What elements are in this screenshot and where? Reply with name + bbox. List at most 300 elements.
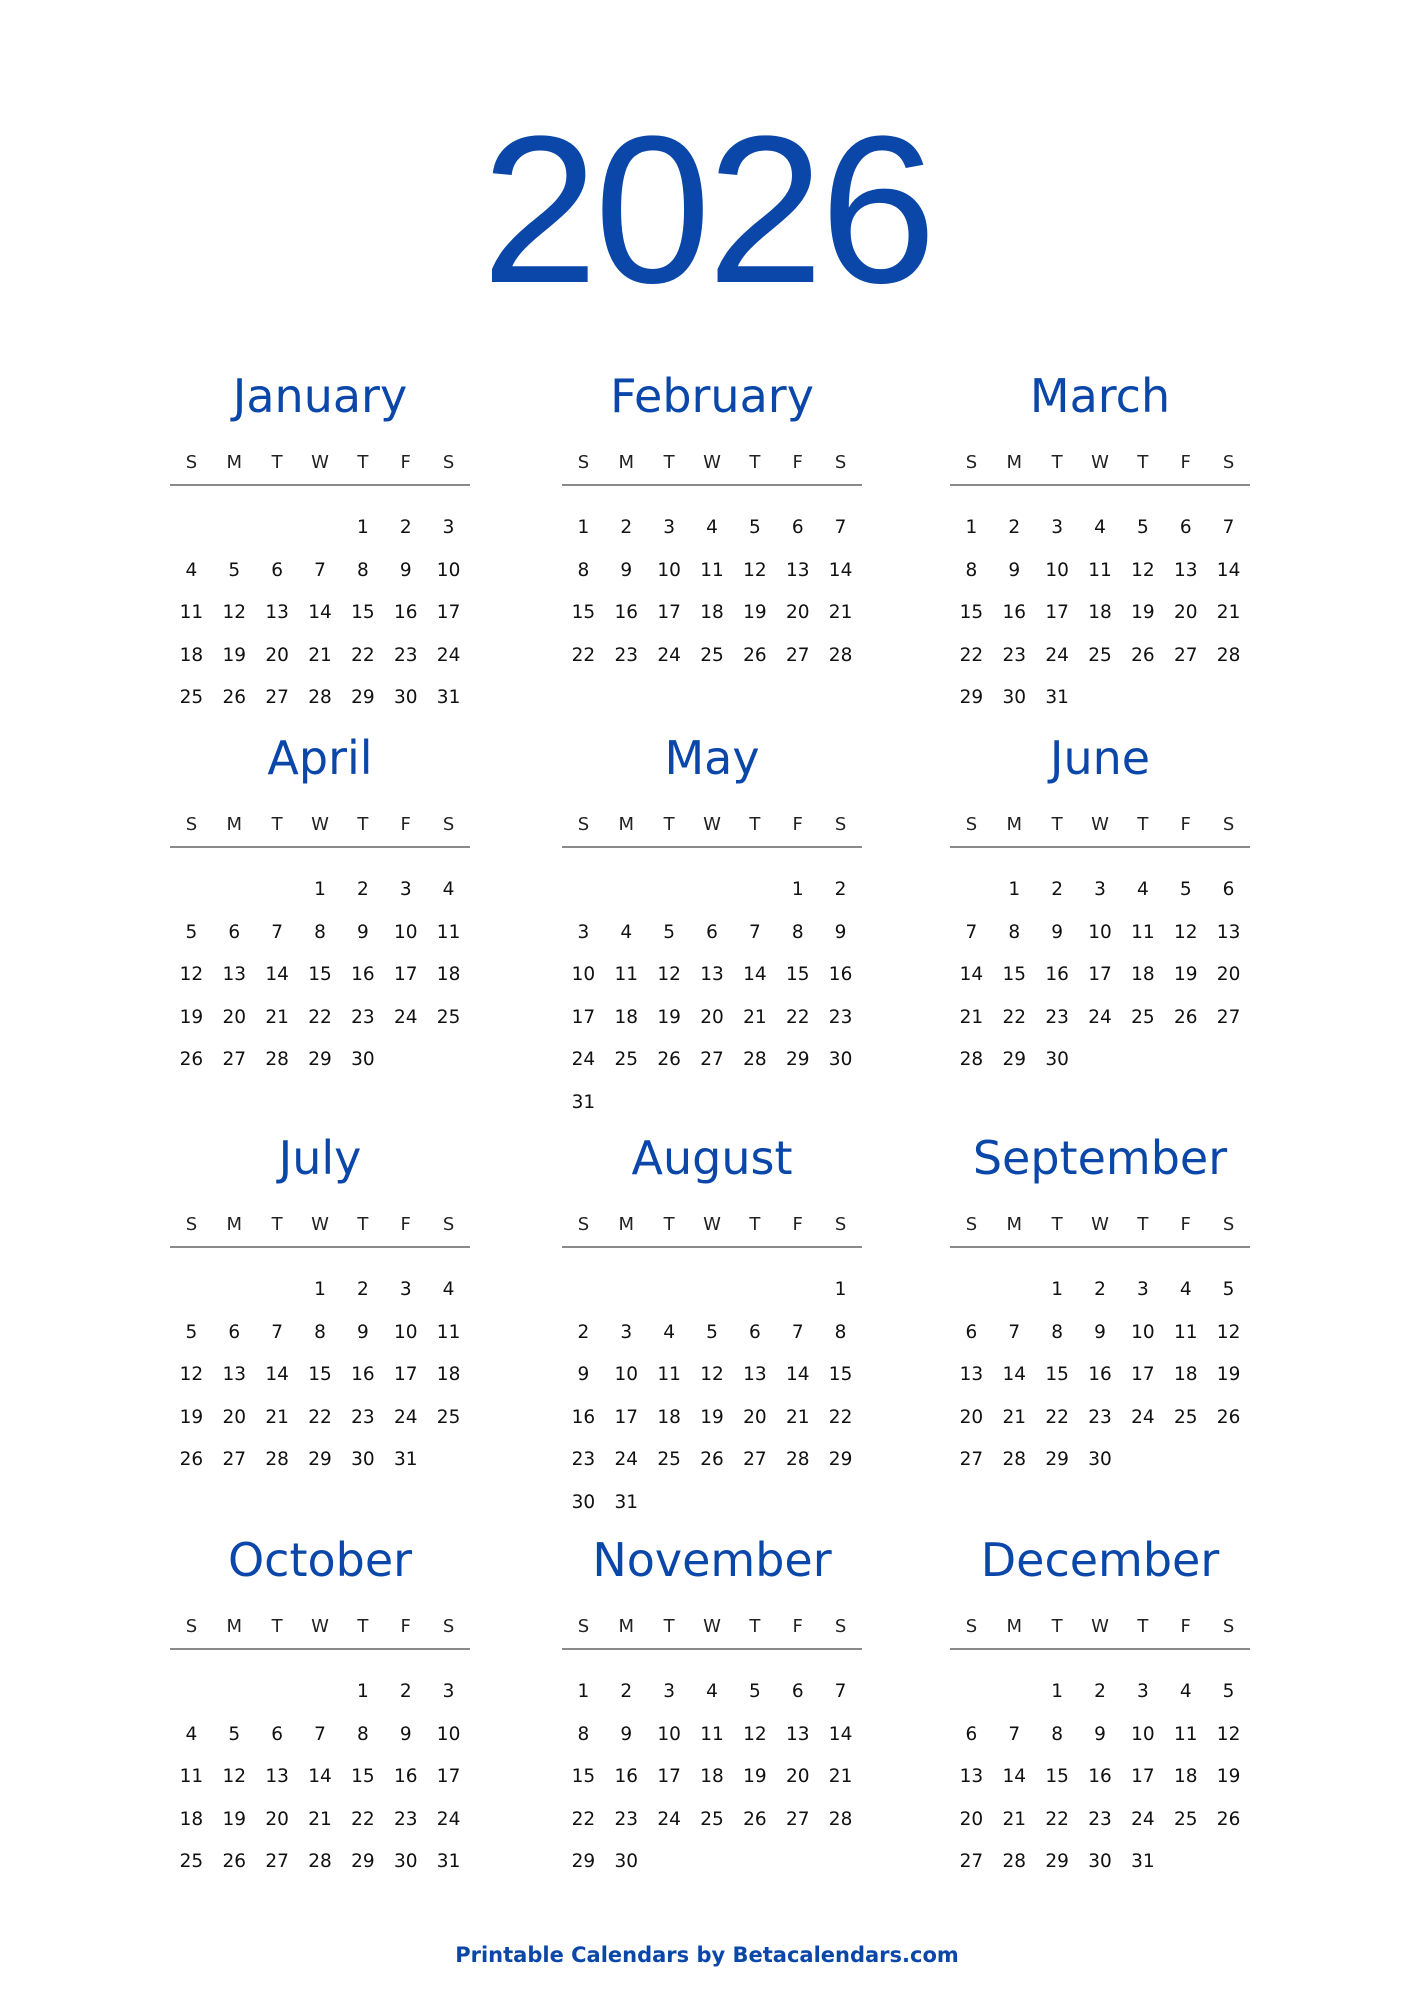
weekday-header-row [562,1612,862,1642]
day-cell: 27 [700,1049,724,1070]
day-cell: 19 [743,1766,767,1787]
day-cell: 15 [308,1364,332,1385]
day-cell: 14 [265,1364,289,1385]
day-cell: 20 [1173,602,1198,623]
day-cell: 20 [785,602,810,623]
day-cell: 15 [1045,1364,1069,1385]
day-cell: 16 [1088,1766,1112,1787]
day-cell: 12 [1131,559,1155,581]
day-cell: 8 [834,1321,847,1343]
weekday-header: S [834,814,847,835]
day-cell: 4 [706,517,718,538]
day-cell: 15 [351,1766,375,1787]
day-cell: 9 [620,559,633,581]
day-cell: 8 [577,559,590,581]
day-cell: 30 [351,1049,375,1070]
day-cell: 6 [965,1321,978,1343]
day-cell: 24 [393,1006,418,1028]
weekday-header-row [562,448,862,478]
day-cell: 24 [657,1808,681,1830]
day-cell: 14 [1002,1766,1027,1787]
day-cell: 13 [1216,921,1241,943]
weekday-header: S [1222,814,1235,835]
weekday-header: S [834,1214,847,1235]
day-cell: 21 [265,1006,289,1028]
day-cell: 21 [308,644,332,666]
day-cell: 3 [620,1321,633,1343]
day-cell: 29 [959,687,984,708]
weekday-header: T [663,1616,675,1637]
weekday-header-row [950,1612,1250,1642]
day-cell: 23 [1088,1406,1112,1428]
weekday-header: T [663,814,675,835]
weekday-header-row [562,1210,862,1240]
day-cell: 27 [959,1449,984,1470]
day-cell: 25 [657,1449,681,1470]
weekday-header: S [442,814,455,835]
weekday-header: T [357,814,369,835]
day-cell: 28 [743,1049,767,1070]
day-cell: 2 [620,1681,633,1702]
weekday-header-row [170,448,470,478]
month-name: May [664,731,760,785]
weekday-header: T [1051,1616,1063,1637]
day-cell: 1 [314,1279,326,1300]
day-cell: 20 [1216,964,1241,985]
day-cell: 31 [1131,1851,1155,1872]
day-cell: 16 [1002,602,1027,623]
day-cell: 29 [785,1049,810,1070]
day-cell: 19 [657,1006,681,1028]
weekday-header: S [185,814,198,835]
day-cell: 8 [1051,1723,1064,1745]
day-cell: 27 [785,644,810,666]
day-cell: 26 [179,1449,204,1470]
day-cell: 26 [1216,1406,1241,1428]
day-cell: 6 [228,1321,241,1343]
day-cell: 3 [442,517,455,538]
day-cell: 15 [351,602,375,623]
day-cell: 2 [1008,517,1021,538]
day-cell: 8 [577,1723,590,1745]
weekday-header: S [185,452,198,473]
weekday-header: M [226,452,243,473]
weekday-header: W [311,814,329,835]
weekday-header: S [834,452,847,473]
day-cell: 5 [748,1681,761,1702]
day-cell: 6 [271,1723,284,1745]
day-cell: 17 [1045,602,1069,623]
day-cell: 25 [614,1049,639,1070]
weekday-header: M [1006,452,1023,473]
day-cell: 11 [700,1723,724,1745]
day-cell: 24 [571,1049,596,1070]
day-cell: 26 [700,1449,724,1470]
weekday-header: S [577,1214,590,1235]
weekday-header: M [618,1214,635,1235]
day-cell: 30 [1088,1851,1112,1872]
weekday-header-row [950,1210,1250,1240]
weekday-header: S [185,1616,198,1637]
month-name: August [631,1131,793,1185]
month-name: December [980,1533,1220,1587]
day-cell: 14 [959,964,984,985]
day-cell: 26 [222,1851,247,1872]
day-cell: 7 [271,921,284,943]
day-cell: 8 [356,559,369,581]
day-cell: 11 [436,921,461,943]
weekday-header: S [965,814,978,835]
day-cell: 3 [577,921,590,943]
day-cell: 16 [828,964,853,985]
weekday-header-row [950,448,1250,478]
day-cell: 9 [356,1321,369,1343]
day-cell: 2 [1094,1279,1106,1300]
weekday-header: T [1137,814,1149,835]
weekday-header: S [577,452,590,473]
weekday-header: M [226,1214,243,1235]
weekday-header: W [311,1616,329,1637]
day-cell: 18 [657,1406,681,1428]
day-cell: 8 [314,1321,326,1343]
day-cell: 10 [1131,1321,1155,1343]
weekday-header: S [965,452,978,473]
day-cell: 7 [271,1321,284,1343]
day-cell: 3 [1094,879,1106,900]
day-cell: 14 [1216,559,1241,581]
weekday-header: F [1180,1214,1191,1235]
day-cell: 1 [834,1279,847,1300]
day-cell: 24 [1131,1406,1155,1428]
day-cell: 7 [314,559,326,581]
day-cell: 18 [700,602,724,623]
day-cell: 2 [356,879,369,900]
day-cell: 4 [442,1279,455,1300]
day-cell: 5 [1136,517,1149,538]
day-cell: 18 [700,1766,724,1787]
weekday-header: S [577,814,590,835]
day-cell: 3 [1051,517,1064,538]
month-name: February [610,369,814,423]
day-cell: 1 [1051,1681,1064,1702]
day-cell: 12 [743,1723,767,1745]
day-cell: 26 [1131,644,1155,666]
weekday-header: M [226,814,243,835]
day-cell: 6 [1222,879,1235,900]
weekday-header: F [792,814,803,835]
day-cell: 1 [965,517,978,538]
day-cell: 4 [1179,1279,1192,1300]
day-cell: 7 [1222,517,1235,538]
weekday-header: T [663,1214,675,1235]
day-cell: 19 [1131,602,1155,623]
day-cell: 19 [222,1808,247,1830]
day-cell: 18 [614,1006,639,1028]
day-cell: 2 [399,1681,412,1702]
weekday-header: W [1091,1214,1109,1235]
day-cell: 9 [1051,921,1064,943]
day-cell: 3 [1136,1279,1149,1300]
day-cell: 27 [265,687,289,708]
day-cell: 6 [706,921,718,943]
day-cell: 4 [1094,517,1106,538]
month-name: June [1049,731,1151,785]
day-cell: 6 [228,921,241,943]
day-cell: 24 [436,1808,461,1830]
day-cell: 20 [265,644,289,666]
day-cell: 25 [436,1406,461,1428]
day-cell: 29 [1045,1851,1069,1872]
weekday-header: F [792,1214,803,1235]
day-cell: 13 [959,1766,984,1787]
day-cell: 23 [614,644,639,666]
weekday-header: T [663,452,675,473]
day-cell: 2 [356,1279,369,1300]
weekday-header: W [1091,814,1109,835]
day-cell: 8 [791,921,804,943]
weekday-header: T [1051,814,1063,835]
day-cell: 10 [571,964,596,985]
day-cell: 20 [959,1808,984,1830]
day-cell: 19 [743,602,767,623]
weekday-header: T [271,1214,283,1235]
day-cell: 22 [959,644,984,666]
weekday-header: T [357,1616,369,1637]
day-cell: 29 [308,1449,332,1470]
day-cell: 8 [314,921,326,943]
day-cell: 25 [1131,1006,1155,1028]
day-cell: 18 [179,1808,204,1830]
day-cell: 16 [614,602,639,623]
day-cell: 28 [308,1851,332,1872]
day-cell: 10 [614,1364,639,1385]
day-cell: 14 [308,602,332,623]
day-cell: 20 [265,1808,289,1830]
day-cell: 23 [1088,1808,1112,1830]
day-cell: 13 [700,964,724,985]
weekday-header: M [618,1616,635,1637]
weekday-header: W [703,452,721,473]
day-cell: 23 [351,1006,375,1028]
day-cell: 30 [393,1851,418,1872]
day-cell: 19 [179,1406,204,1428]
weekday-header: T [1051,1214,1063,1235]
day-cell: 22 [571,644,596,666]
header-divider [170,1648,470,1650]
day-cell: 15 [828,1364,853,1385]
day-cell: 23 [1002,644,1027,666]
day-cell: 9 [1008,559,1021,581]
header-divider [950,1246,1250,1248]
day-cell: 8 [356,1723,369,1745]
weekday-header: M [618,814,635,835]
day-cell: 6 [748,1321,761,1343]
day-cell: 23 [1045,1006,1069,1028]
day-cell: 22 [1002,1006,1027,1028]
weekday-header-row [950,810,1250,840]
weekday-header: M [1006,814,1023,835]
weekday-header: T [1137,452,1149,473]
weekday-header: T [749,1616,761,1637]
day-cell: 20 [785,1766,810,1787]
month-name: October [227,1533,413,1587]
day-cell: 5 [1222,1681,1235,1702]
day-cell: 18 [436,964,461,985]
day-cell: 28 [959,1049,984,1070]
weekday-header: S [1222,1214,1235,1235]
day-cell: 10 [1131,1723,1155,1745]
day-cell: 16 [351,1364,375,1385]
weekday-header: M [1006,1616,1023,1637]
day-cell: 30 [351,1449,375,1470]
day-cell: 16 [1088,1364,1112,1385]
day-cell: 22 [351,644,375,666]
header-divider [170,846,470,848]
day-cell: 22 [351,1808,375,1830]
day-cell: 27 [222,1449,247,1470]
day-cell: 9 [356,921,369,943]
day-cell: 24 [1131,1808,1155,1830]
day-cell: 27 [265,1851,289,1872]
weekday-header: T [1137,1616,1149,1637]
day-cell: 6 [791,1681,804,1702]
day-cell: 16 [614,1766,639,1787]
day-cell: 22 [308,1006,332,1028]
day-cell: 15 [959,602,984,623]
day-cell: 22 [785,1006,810,1028]
day-cell: 14 [828,1723,853,1745]
day-cell: 28 [828,1808,853,1830]
day-cell: 12 [657,964,681,985]
day-cell: 28 [1216,644,1241,666]
day-cell: 25 [179,687,204,708]
day-cell: 17 [571,1006,596,1028]
weekday-header: T [1137,1214,1149,1235]
day-cell: 29 [571,1851,596,1872]
month-name: March [1029,369,1171,423]
day-cell: 5 [748,517,761,538]
month-name: April [267,731,373,785]
day-cell: 15 [785,964,810,985]
day-cell: 5 [1222,1279,1235,1300]
weekday-header: F [400,452,411,473]
day-cell: 12 [700,1364,724,1385]
day-cell: 18 [1131,964,1155,985]
day-cell: 30 [1045,1049,1069,1070]
day-cell: 20 [959,1406,984,1428]
day-cell: 25 [700,644,724,666]
day-cell: 1 [314,879,326,900]
day-cell: 27 [1173,644,1198,666]
header-divider [170,484,470,486]
day-cell: 18 [436,1364,461,1385]
weekday-header-row [170,1210,470,1240]
day-cell: 1 [577,1681,590,1702]
day-cell: 25 [1088,644,1112,666]
day-cell: 2 [1094,1681,1106,1702]
day-cell: 31 [393,1449,418,1470]
day-cell: 29 [828,1449,853,1470]
day-cell: 4 [1179,1681,1192,1702]
day-cell: 30 [393,687,418,708]
weekday-header: F [792,1616,803,1637]
day-cell: 28 [265,1049,289,1070]
weekday-header: F [1180,1616,1191,1637]
day-cell: 8 [1051,1321,1064,1343]
day-cell: 29 [1002,1049,1027,1070]
day-cell: 4 [185,1723,198,1745]
header-divider [562,484,862,486]
day-cell: 3 [442,1681,455,1702]
day-cell: 16 [1045,964,1069,985]
day-cell: 6 [271,559,284,581]
day-cell: 19 [1216,1364,1241,1385]
weekday-header: T [357,452,369,473]
day-cell: 2 [399,517,412,538]
day-cell: 26 [743,1808,767,1830]
day-cell: 10 [393,1321,418,1343]
day-cell: 1 [1008,879,1021,900]
day-cell: 11 [700,559,724,581]
day-cell: 7 [1008,1723,1021,1745]
day-cell: 22 [1045,1406,1069,1428]
day-cell: 14 [743,964,767,985]
weekday-header: S [834,1616,847,1637]
day-cell: 24 [1045,644,1069,666]
weekday-header: S [1222,1616,1235,1637]
weekday-header: M [226,1616,243,1637]
weekday-header: W [1091,452,1109,473]
weekday-header-row [170,810,470,840]
weekday-header: T [271,814,283,835]
day-cell: 5 [228,1723,241,1745]
day-cell: 10 [1045,559,1069,581]
day-cell: 12 [222,1766,247,1787]
day-cell: 13 [265,1766,289,1787]
day-cell: 25 [700,1808,724,1830]
day-cell: 31 [1045,687,1069,708]
day-cell: 13 [785,559,810,581]
day-cell: 9 [399,1723,412,1745]
weekday-header-row [562,810,862,840]
day-cell: 5 [1179,879,1192,900]
day-cell: 24 [657,644,681,666]
day-cell: 10 [657,559,681,581]
day-cell: 22 [1045,1808,1069,1830]
day-cell: 1 [356,517,369,538]
weekday-header: T [749,452,761,473]
day-cell: 23 [614,1808,639,1830]
day-cell: 23 [393,644,418,666]
day-cell: 13 [959,1364,984,1385]
day-cell: 5 [185,921,198,943]
day-cell: 15 [308,964,332,985]
weekday-header: T [1051,452,1063,473]
day-cell: 28 [1002,1449,1027,1470]
day-cell: 21 [1216,602,1241,623]
day-cell: 20 [743,1406,767,1428]
day-cell: 23 [828,1006,853,1028]
day-cell: 25 [179,1851,204,1872]
day-cell: 27 [959,1851,984,1872]
day-cell: 21 [828,602,853,623]
weekday-header: T [357,1214,369,1235]
day-cell: 18 [179,644,204,666]
day-cell: 24 [614,1449,639,1470]
day-cell: 24 [1088,1006,1112,1028]
day-cell: 4 [1136,879,1149,900]
weekday-header: T [749,1214,761,1235]
